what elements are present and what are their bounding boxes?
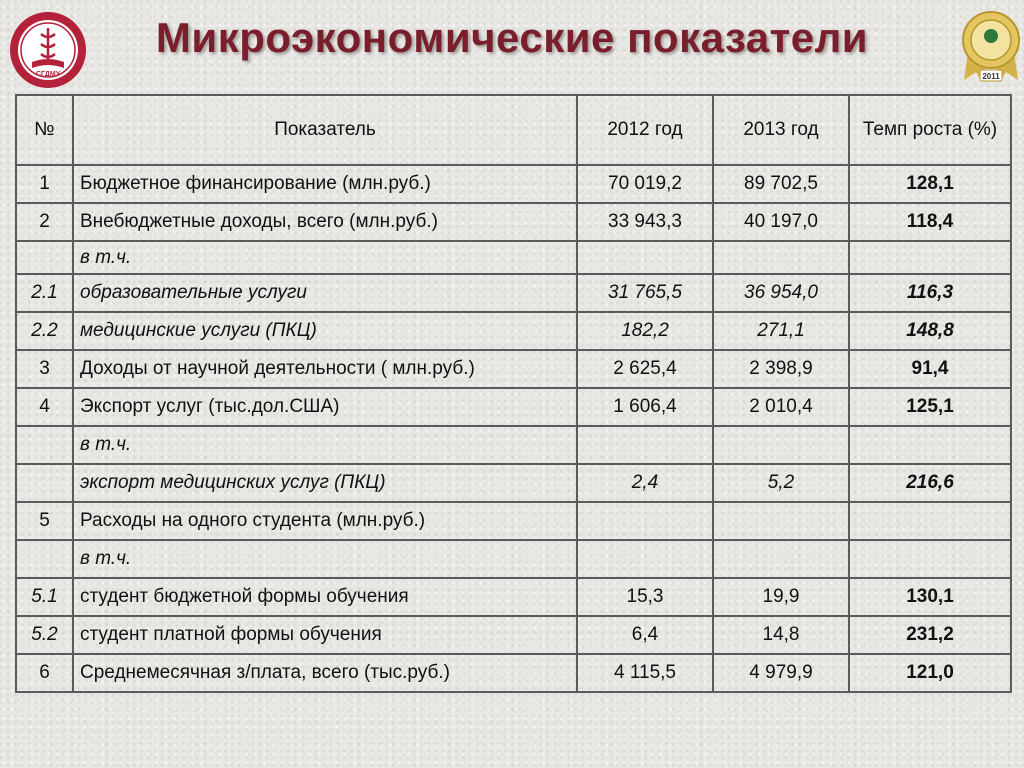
cell-2012: 1 606,4 [577, 388, 713, 426]
table-row [16, 540, 1011, 578]
cell-number [16, 464, 73, 502]
table-row [16, 203, 1011, 241]
cell-growth-rate: 91,4 [849, 350, 1011, 388]
cell-growth-rate: 216,6 [849, 464, 1011, 502]
cell-growth-rate: 148,8 [849, 312, 1011, 350]
cell-2012: 2,4 [577, 464, 713, 502]
cell-number: 3 [16, 350, 73, 388]
table-row [16, 312, 1011, 350]
cell-2013: 89 702,5 [713, 165, 849, 203]
cell-number: 5.2 [16, 616, 73, 654]
cell-2013: 36 954,0 [713, 274, 849, 312]
cell-2013 [713, 426, 849, 464]
cell-growth-rate: 121,0 [849, 654, 1011, 692]
cell-growth-rate [849, 502, 1011, 540]
cell-2013: 14,8 [713, 616, 849, 654]
cell-number: 5.1 [16, 578, 73, 616]
table-header-row [16, 95, 1011, 165]
cell-2013: 2 398,9 [713, 350, 849, 388]
cell-2012: 2 625,4 [577, 350, 713, 388]
award-emblem-logo [960, 8, 1022, 84]
table-row [16, 350, 1011, 388]
table-row [16, 502, 1011, 540]
cell-indicator: в т.ч. [73, 241, 577, 274]
cell-number: 2 [16, 203, 73, 241]
header-growth-rate: Темп роста (%) [849, 95, 1011, 165]
cell-indicator: в т.ч. [73, 540, 577, 578]
table-row [16, 464, 1011, 502]
cell-number: 1 [16, 165, 73, 203]
cell-2013 [713, 540, 849, 578]
cell-number [16, 540, 73, 578]
cell-2012: 15,3 [577, 578, 713, 616]
table-row [16, 388, 1011, 426]
header-2012: 2012 год [577, 95, 713, 165]
cell-growth-rate: 128,1 [849, 165, 1011, 203]
cell-growth-rate [849, 426, 1011, 464]
cell-indicator: в т.ч. [73, 426, 577, 464]
cell-growth-rate: 130,1 [849, 578, 1011, 616]
cell-indicator: студент платной формы обучения [73, 616, 577, 654]
cell-indicator: Экспорт услуг (тыс.дол.США) [73, 388, 577, 426]
cell-indicator: Доходы от научной деятельности ( млн.руб.) [73, 350, 577, 388]
cell-growth-rate: 118,4 [849, 203, 1011, 241]
cell-indicator: Расходы на одного студента (млн.руб.) [73, 502, 577, 540]
cell-2012: 6,4 [577, 616, 713, 654]
cell-2012: 31 765,5 [577, 274, 713, 312]
table-row [16, 426, 1011, 464]
cell-number: 6 [16, 654, 73, 692]
cell-2012: 33 943,3 [577, 203, 713, 241]
svg-text:СГДМУ: СГДМУ [35, 71, 61, 78]
header-2013: 2013 год [713, 95, 849, 165]
cell-2012: 4 115,5 [577, 654, 713, 692]
cell-growth-rate [849, 540, 1011, 578]
cell-indicator: Среднемесячная з/плата, всего (тыс.руб.) [73, 654, 577, 692]
cell-2012 [577, 241, 713, 274]
cell-2013: 19,9 [713, 578, 849, 616]
cell-indicator: образовательные услуги [73, 274, 577, 312]
cell-2012: 70 019,2 [577, 165, 713, 203]
table-row [16, 241, 1011, 274]
cell-number: 2.1 [16, 274, 73, 312]
cell-2013: 4 979,9 [713, 654, 849, 692]
cell-2012 [577, 540, 713, 578]
table-row [16, 616, 1011, 654]
cell-2013: 40 197,0 [713, 203, 849, 241]
cell-number [16, 426, 73, 464]
cell-2012 [577, 502, 713, 540]
cell-number: 4 [16, 388, 73, 426]
table-row [16, 654, 1011, 692]
header-indicator: Показатель [73, 95, 577, 165]
cell-growth-rate: 116,3 [849, 274, 1011, 312]
page-title: Микроэкономические показатели [155, 14, 869, 61]
cell-growth-rate: 125,1 [849, 388, 1011, 426]
cell-indicator: экспорт медицинских услуг (ПКЦ) [73, 464, 577, 502]
table-row [16, 274, 1011, 312]
cell-2012 [577, 426, 713, 464]
cell-growth-rate [849, 241, 1011, 274]
table-row [16, 165, 1011, 203]
cell-number: 2.2 [16, 312, 73, 350]
cell-number [16, 241, 73, 274]
table-row [16, 578, 1011, 616]
cell-indicator: медицинские услуги (ПКЦ) [73, 312, 577, 350]
indicators-table [15, 94, 1012, 693]
cell-2012: 182,2 [577, 312, 713, 350]
cell-indicator: студент бюджетной формы обучения [73, 578, 577, 616]
cell-2013: 5,2 [713, 464, 849, 502]
cell-2013: 271,1 [713, 312, 849, 350]
svg-text:2011: 2011 [982, 72, 1000, 81]
cell-indicator: Бюджетное финансирование (млн.руб.) [73, 165, 577, 203]
cell-2013 [713, 241, 849, 274]
cell-number: 5 [16, 502, 73, 540]
cell-growth-rate: 231,2 [849, 616, 1011, 654]
cell-2013 [713, 502, 849, 540]
cell-2013: 2 010,4 [713, 388, 849, 426]
header-number: № [16, 95, 73, 165]
cell-indicator: Внебюджетные доходы, всего (млн.руб.) [73, 203, 577, 241]
